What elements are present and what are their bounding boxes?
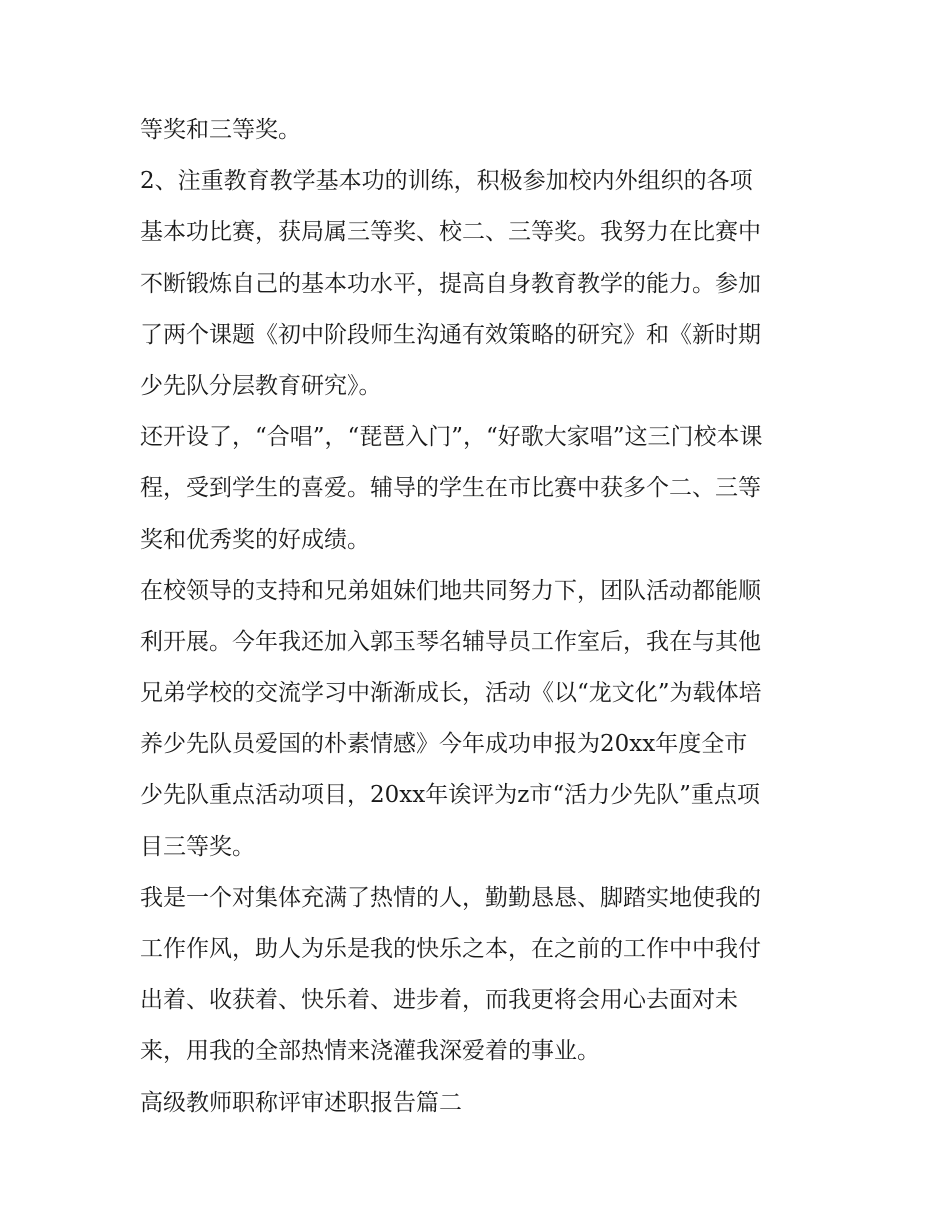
text-line: 还开设了，“合唱”，“琵琶入门”，“好歌大家唱”这三门校本课 [140,424,763,451]
text-line: 少先队重点活动项目，20xx年诶评为z市“活力少先队”重点项 [140,782,760,809]
text-line: 利开展。今年我还加入郭玉琴名辅导员工作室后，我在与其他 [140,628,761,655]
text-line: 少先队分层教育研究》。 [140,372,382,399]
text-line: 不断锻炼自己的基本功水平，提高自身教育教学的能力。参加 [140,270,761,297]
text-line: 等奖和三等奖。 [140,117,301,143]
text-line: 基本功比赛，获局属三等奖、校二、三等奖。我努力在比赛中 [140,219,761,246]
text-line: 出着、收获着、快乐着、进步着，而我更将会用心去面对未 [140,987,738,1014]
text-line: 2、注重教育教学基本功的训练，积极参加校内外组织的各项 [140,168,753,195]
text-line: 程，受到学生的喜爱。辅导的学生在市比赛中获多个二、三等 [140,475,761,502]
text-line: 养少先队员爱国的朴素情感》今年成功申报为20xx年度全市 [140,731,748,758]
text-line: 了两个课题《初中阶段师生沟通有效策略的研究》和《新时期 [140,321,761,348]
text-line: 我是一个对集体充满了热情的人，勤勤恳恳、脚踏实地使我的 [140,884,761,911]
text-line: 来，用我的全部热情来浇灌我深爱着的事业。 [140,1038,600,1065]
section-heading: 高级教师职称评审述职报告篇二 [140,1089,462,1116]
text-line: 工作作风，助人为乐是我的快乐之本，在之前的工作中中我付 [140,936,761,962]
text-line: 在校领导的支持和兄弟姐妹们地共同努力下，团队活动都能顺 [140,577,761,604]
text-line: 兄弟学校的交流学习中渐渐成长，活动《以“龙文化”为载体培 [140,680,762,707]
text-line: 奖和优秀奖的好成绩。 [140,526,370,553]
text-line: 目三等奖。 [140,833,255,860]
document-body [140,105,820,1129]
